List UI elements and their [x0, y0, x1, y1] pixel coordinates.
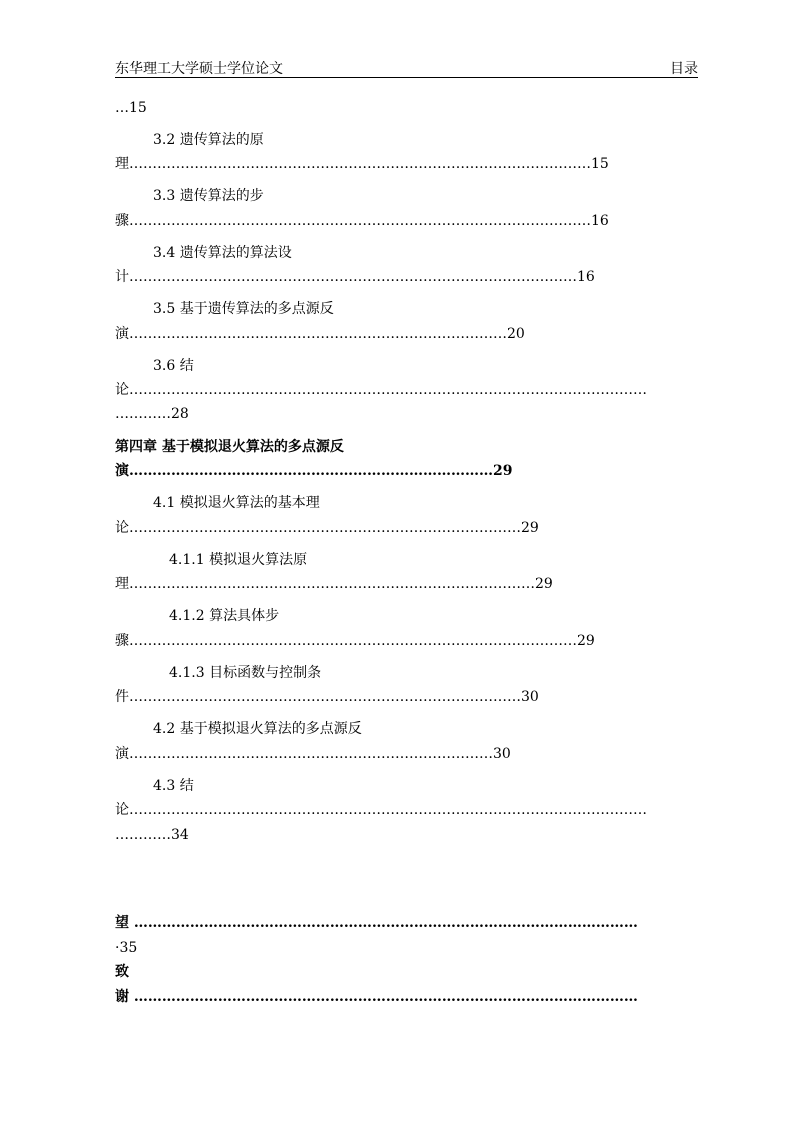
toc-page-number: ·35: [115, 940, 138, 956]
thesis-title: 东华理工大学硕士学位论文: [115, 61, 283, 77]
toc-chapter-leader: 演……………………………………………………………………29: [115, 463, 513, 479]
toc-entry-leader: 演………………………………………………………………………20: [115, 326, 525, 342]
toc-chapter-leader: 望 ………………………………………………………………………………………………: [115, 915, 638, 931]
toc-chapter-leader: 谢 ………………………………………………………………………………………………: [115, 989, 638, 1005]
page-header: [115, 55, 698, 78]
toc-entry-heading: 4.1 模拟退火算法的基本理: [153, 495, 320, 511]
toc-entry-leader: 理………………………………………………………………………………………15: [115, 156, 609, 172]
toc-chapter-heading: 致: [115, 964, 129, 980]
toc-entry-leader: 论…………………………………………………………………………………………………: [115, 802, 647, 818]
section-title: 目录: [670, 61, 698, 77]
toc-entry-leader: …………28: [115, 406, 189, 422]
toc-entry-heading: 3.2 遗传算法的原: [153, 132, 264, 148]
toc-entry-heading: 4.2 基于模拟退火算法的多点源反: [153, 721, 362, 737]
toc-entry-heading: 4.3 结: [153, 778, 194, 794]
toc-entry-leader: 骤……………………………………………………………………………………29: [115, 633, 595, 649]
toc-entry-heading: 3.5 基于遗传算法的多点源反: [153, 301, 334, 317]
toc-entry-leader: 计……………………………………………………………………………………16: [115, 269, 595, 285]
toc-entry-leader: 论…………………………………………………………………………………………………: [115, 382, 647, 398]
toc-entry-heading: 3.3 遗传算法的步: [153, 188, 264, 204]
toc-subentry-heading: 4.1.3 目标函数与控制条: [169, 665, 322, 681]
toc-entry-leader: 骤………………………………………………………………………………………16: [115, 213, 609, 229]
toc-entry-leader: 件…………………………………………………………………………30: [115, 689, 539, 705]
toc-subentry-heading: 4.1.1 模拟退火算法原: [169, 552, 308, 568]
toc-subentry-heading: 4.1.2 算法具体步: [169, 608, 280, 624]
toc-entry-leader: 论…………………………………………………………………………29: [115, 520, 539, 536]
toc-entry-heading: 3.6 结: [153, 358, 194, 374]
toc-entry-heading: 3.4 遗传算法的算法设: [153, 245, 292, 261]
toc-entry-leader: …………34: [115, 827, 189, 843]
toc-chapter-heading: 第四章 基于模拟退火算法的多点源反: [115, 439, 344, 455]
toc-entry-leader: 理……………………………………………………………………………29: [115, 576, 553, 592]
toc-line: …15: [115, 100, 147, 116]
toc-entry-leader: 演……………………………………………………………………30: [115, 746, 511, 762]
